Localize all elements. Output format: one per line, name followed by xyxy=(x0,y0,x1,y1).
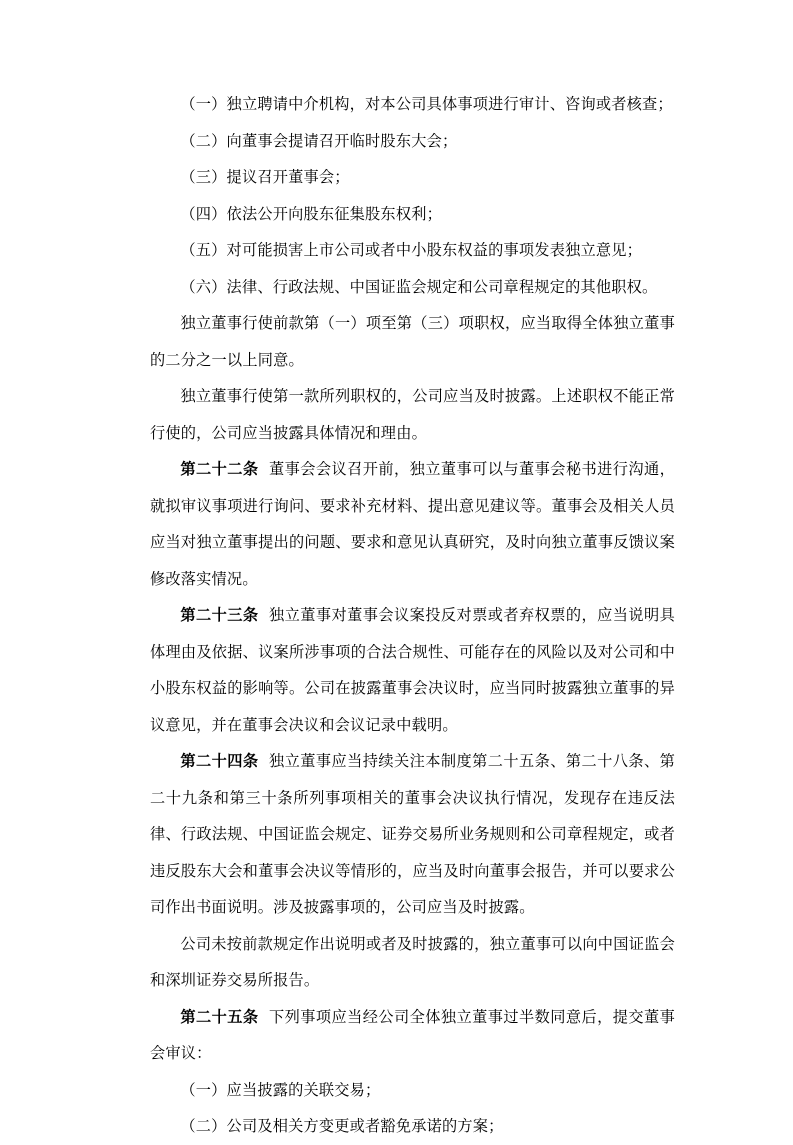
paragraph xyxy=(150,926,675,999)
list-item xyxy=(150,269,675,306)
article-text: 独立董事对董事会议案投反对票或者弃权票的，应当说明具体理由及依据、议案所涉事项的合法合规性、可能存在的风险以及对公司和中小股东权益的影响等。公司在披露董事会决议时，应当同时披露独立董事的异议意见，并在董事会决议和会议记录中载明。 xyxy=(150,606,676,734)
paragraph xyxy=(150,305,675,378)
paragraph-text: 独立董事行使第一款所列职权的，公司应当及时披露。上述职权不能正常行使的，公司应当披露具体情况和理由。 xyxy=(150,387,675,442)
document-body xyxy=(150,86,675,1145)
article-text: 独立董事应当持续关注本制度第二十五条、第二十八条、第二十九条和第三十条所列事项相关的董事会决议执行情况，发现存在违反法律、行政法规、中国证监会规定、证券交易所业务规则和公司章程规定，或者违反股东大会和董事会决议等情形的，应当及时向董事会报告，并可以要求公司作出书面说明。涉及披露事项的，公司应当及时披露。 xyxy=(150,752,676,916)
list-item xyxy=(150,1108,675,1145)
article-text: 下列事项应当经公司全体独立董事过半数同意后，提交董事会审议： xyxy=(150,1007,676,1062)
article-25 xyxy=(150,999,675,1072)
list-item-text: （六）法律、行政法规、中国证监会规定和公司章程规定的其他职权。 xyxy=(180,277,658,296)
list-item-text: （一）独立聘请中介机构，对本公司具体事项进行审计、咨询或者核查； xyxy=(180,95,673,113)
list-item xyxy=(150,1072,675,1109)
article-text: 董事会会议召开前，独立董事可以与董事会秘书进行沟通，就拟审议事项进行询问、要求补充材料、提出意见建议等。董事会及相关人员应当对独立董事提出的问题、要求和意见认真研究，及时向独立董事反馈议案修改落实情况。 xyxy=(150,460,676,588)
list-item xyxy=(150,196,675,233)
list-item xyxy=(150,159,675,196)
paragraph xyxy=(150,378,675,451)
article-23 xyxy=(150,597,675,743)
list-item xyxy=(150,123,675,160)
article-24 xyxy=(150,743,675,926)
article-22 xyxy=(150,451,675,597)
list-item xyxy=(150,232,675,269)
paragraph-text: 独立董事行使前款第（一）项至第（三）项职权，应当取得全体独立董事的二分之一以上同意。 xyxy=(150,314,675,369)
list-item-text: （二）向董事会提请召开临时股东大会； xyxy=(180,131,458,150)
article-label: 第二十二条 xyxy=(180,460,259,478)
article-label: 第二十三条 xyxy=(180,606,259,624)
paragraph-text: 公司未按前款规定作出说明或者及时披露的，独立董事可以向中国证监会和深圳证券交易所报告。 xyxy=(150,934,675,989)
list-item-text: （二）公司及相关方变更或者豁免承诺的方案； xyxy=(180,1117,504,1135)
list-item-text: （四）依法公开向股东征集股东权利； xyxy=(180,204,442,223)
list-item-text: （一）应当披露的关联交易； xyxy=(180,1080,381,1099)
list-item-text: （三）提议召开董事会； xyxy=(180,168,350,186)
article-label: 第二十四条 xyxy=(180,752,259,770)
article-label: 第二十五条 xyxy=(180,1007,259,1026)
list-item xyxy=(150,86,675,123)
list-item-text: （五）对可能损害上市公司或者中小股东权益的事项发表独立意见； xyxy=(180,241,643,259)
